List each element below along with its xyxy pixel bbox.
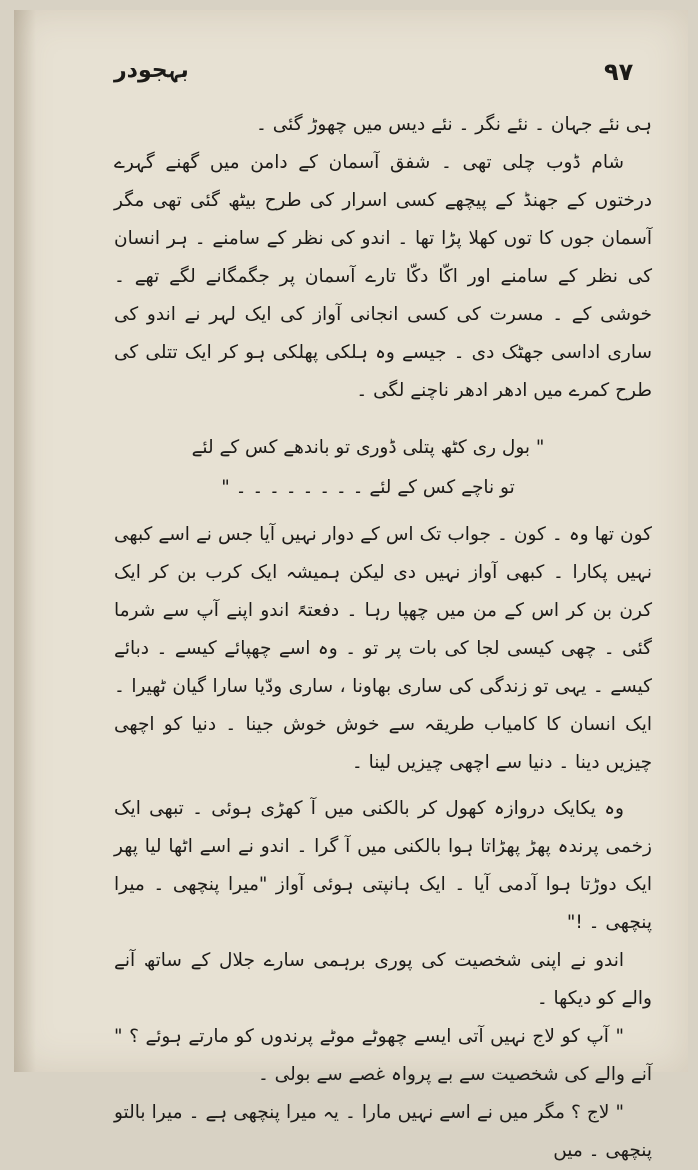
paragraph: وہ یکایک دروازہ کھول کر بالکنی میں آ کھڑی ہوئی ۔ تبھی ایک زخمی پرندہ پھڑ پھڑاتا ہوا بالکنی میں آ گرا ۔ اندو نے اسے اٹھا لیا پھر ایک دوڑتا ہوا آدمی آیا ۔ ایک ہانپتی ہوئی آواز "میرا پنچھی ۔ میرا پنچھی ۔ !" — [114, 798, 652, 933]
verse-line: " بول ری کٹھ پتلی ڈوری تو باندھے کس کے لئے — [191, 437, 545, 458]
paragraph: " لاج ؟ مگر میں نے اسے نہیں مارا ۔ یہ میرا پنچھی ہے ۔ میرا بالتو پنچھی ۔ میں — [114, 1102, 652, 1161]
paragraph: اندو نے اپنی شخصیت کی پوری برہمی سارے جلال کے ساتھ آنے والے کو دیکھا ۔ — [114, 950, 652, 1009]
page-body — [114, 106, 652, 1170]
running-title: بہجودر — [114, 58, 189, 83]
page-header — [114, 58, 648, 94]
verse-line: تو ناچے کس کے لئے ۔ ۔ ۔ ۔ ۔ ۔ ۔ ۔ " — [221, 477, 515, 498]
paragraph: شام ڈوب چلی تھی ۔ شفق آسمان کے دامن میں گھنے گہرے درختوں کے جھنڈ کے پیچھے کسی اسرار کی طرح بیٹھ گئی تھی مگر آسمان جوں کا توں کھلا پڑا تھا ۔ اندو کی نظر کے سامنے ۔ ہر انسان کی نظر کے سامنے اور اکّا دکّا تارے آسمان پر جگمگانے لگے تھے ۔ خوشی کے ۔ مسرت کی کسی انجانی آواز کی ایک لہر نے اندو کی ساری اداسی جھٹک دی ۔ جیسے وہ ہلکی پھلکی ہو کر ایک تتلی کی طرح کمرے میں ادھر ادھر ناچنے لگی ۔ — [114, 152, 652, 401]
paragraph: ہی نئے جہان ۔ نئے نگر ۔ نئے دیس میں چھوڑ گئی ۔ — [256, 114, 652, 135]
page-number: ۹۷ — [604, 58, 634, 86]
paragraph: کون تھا وہ ۔ کون ۔ جواب تک اس کے دوار نہیں آیا جس نے اسے کبھی نہیں پکارا ۔ کبھی آواز نہیں دی لیکن ہمیشہ ایک کرب بن کر ایک کرن بن کر اس کے من میں چھپا رہا ۔ دفعتہً اندو اپنے آپ سے شرما گئی ۔ چھی کیسی لجا کی بات پر تو ۔ وہ اسے چھپائے کیسے ۔ دبائے کیسے ۔ یہی تو زندگی کی ساری بھاونا ، ساری ودّیا سارا گیان ٹھیرا ۔ ایک انسان کا کامیاب طریقہ سے خوش خوش جینا ۔ دنیا کو اچھی چیزیں دینا ۔ دنیا سے اچھی چیزیں لینا ۔ — [114, 524, 652, 773]
paragraph: " آپ کو لاج نہیں آتی ایسے چھوٹے موٹے پرندوں کو مارتے ہوئے ؟ " آنے والے کی شخصیت سے بے پرواہ غصے سے بولی ۔ — [114, 1026, 652, 1085]
song-verse — [114, 428, 652, 508]
book-page — [14, 10, 688, 1161]
page-gutter-shadow — [14, 10, 36, 1072]
